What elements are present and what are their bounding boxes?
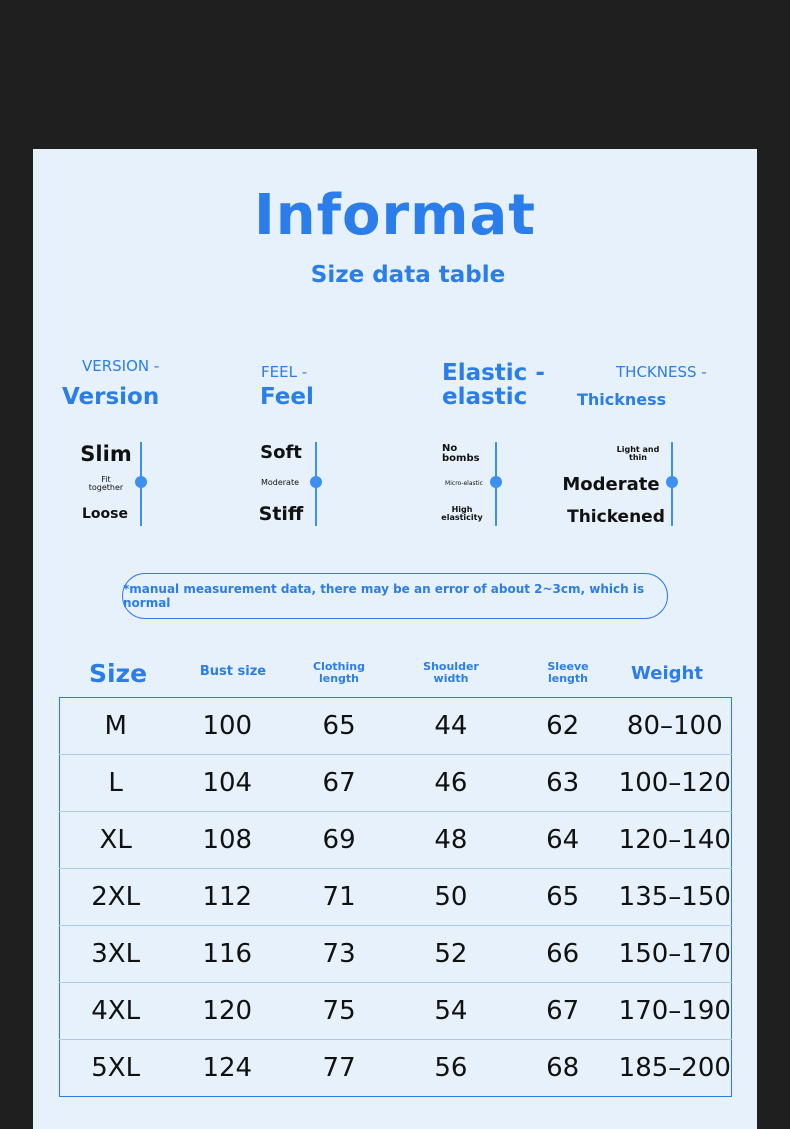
elastic-label-line1: Elastic - (442, 360, 545, 386)
feel-level-stiff: Stiff (258, 503, 304, 525)
cell-sleeve: 67 (507, 983, 619, 1040)
header-clothing-length: Clothing length (313, 660, 365, 685)
cell-sleeve: 65 (507, 869, 619, 926)
cell-size: 5XL (60, 1040, 172, 1097)
header-bust-size: Bust size (199, 664, 267, 679)
version-level-loose: Loose (82, 506, 128, 522)
cell-bust: 112 (171, 869, 283, 926)
elastic-level-micro: Micro-elastic (445, 480, 483, 487)
cell-size: L (60, 755, 172, 812)
cell-weight: 185–200 (619, 1040, 732, 1097)
thickness-label: Thickness (577, 390, 667, 409)
cell-size: 4XL (60, 983, 172, 1040)
cell-bust: 104 (171, 755, 283, 812)
elastic-level-high: High elasticity (441, 505, 483, 522)
table-row (60, 1040, 732, 1097)
cell-sleeve: 66 (507, 926, 619, 983)
cell-length: 67 (283, 755, 395, 812)
cell-sleeve: 68 (507, 1040, 619, 1097)
cell-shoulder: 46 (395, 755, 507, 812)
version-level-slim: Slim (80, 442, 132, 466)
cell-length: 75 (283, 983, 395, 1040)
elastic-label-line2: elastic (442, 384, 528, 410)
elastic-level-no-bombs: No bombs (442, 443, 480, 464)
thickness-level-light: Light and thin (616, 445, 660, 462)
cell-sleeve: 64 (507, 812, 619, 869)
cell-weight: 80–100 (626, 711, 723, 741)
header-weight: Weight (631, 663, 703, 684)
cell-length: 71 (283, 869, 395, 926)
cell-shoulder: 48 (395, 812, 507, 869)
feel-level-moderate: Moderate (260, 478, 300, 487)
cell-weight: 150–170 (619, 926, 732, 983)
elastic-indicator (490, 476, 502, 488)
version-label: Version (62, 384, 160, 410)
table-row (60, 869, 732, 926)
table-row (60, 698, 732, 755)
cell-weight: 100–120 (619, 755, 732, 812)
cell-weight: 135–150 (619, 869, 732, 926)
cell-bust: 100 (202, 711, 253, 741)
cell-bust: 116 (171, 926, 283, 983)
cell-sleeve: 62 (546, 711, 580, 741)
cell-size: 3XL (60, 926, 172, 983)
elastic-label (442, 361, 545, 409)
thickness-level-thickened: Thickened (567, 507, 665, 527)
page-subtitle: Size data table (310, 262, 506, 288)
table-row (60, 983, 732, 1040)
cell-weight: 120–140 (619, 812, 732, 869)
cell-shoulder: 52 (395, 926, 507, 983)
cell-shoulder: 54 (395, 983, 507, 1040)
table-row (60, 926, 732, 983)
thickness-indicator (666, 476, 678, 488)
version-indicator (135, 476, 147, 488)
cell-shoulder: 50 (395, 869, 507, 926)
size-table (59, 697, 732, 1097)
cell-size: 2XL (60, 869, 172, 926)
cell-size: M (104, 711, 127, 741)
feel-label-small: FEEL - (261, 363, 308, 381)
version-label-small: VERSION - (82, 357, 160, 375)
cell-bust: 124 (171, 1040, 283, 1097)
thickness-label-small: THCKNESS - (616, 363, 707, 381)
cell-length: 65 (322, 711, 356, 741)
header-shoulder-width: Shoulder width (423, 660, 479, 685)
version-level-fit: Fit together (88, 475, 124, 492)
header-size: Size (88, 659, 148, 688)
cell-bust: 120 (171, 983, 283, 1040)
cell-size: XL (60, 812, 172, 869)
cell-length: 77 (283, 1040, 395, 1097)
page-title: Informat (253, 183, 537, 248)
cell-sleeve: 63 (507, 755, 619, 812)
thickness-level-moderate: Moderate (562, 474, 660, 495)
cell-length: 69 (283, 812, 395, 869)
feel-label: Feel (260, 384, 314, 410)
measurement-note: *manual measurement data, there may be an error of about 2~3cm, which is normal (122, 573, 668, 619)
size-table-body (60, 698, 732, 1097)
cell-length: 73 (283, 926, 395, 983)
cell-shoulder: 56 (395, 1040, 507, 1097)
table-row (60, 755, 732, 812)
cell-shoulder: 44 (434, 711, 468, 741)
cell-weight: 170–190 (619, 983, 732, 1040)
table-row (60, 812, 732, 869)
cell-bust: 108 (171, 812, 283, 869)
feel-indicator (310, 476, 322, 488)
header-sleeve-length: Sleeve length (547, 660, 589, 685)
feel-level-soft: Soft (260, 442, 302, 463)
